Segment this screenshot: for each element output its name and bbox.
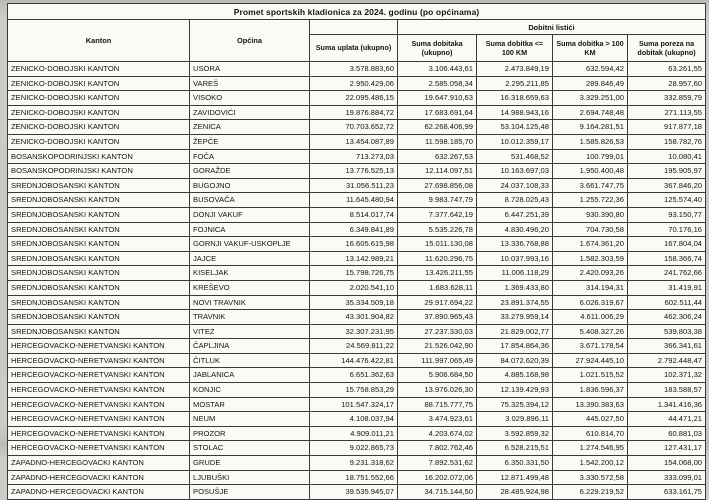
suma-dobitka-preko-100-cell: 1.674.361,20: [553, 237, 628, 252]
suma-dobitka-do-100-cell: 75.325.394,12: [477, 397, 553, 412]
suma-poreza-cell: 241.762,66: [628, 266, 706, 281]
opcina-cell: BUGOJNO: [190, 178, 310, 193]
suma-dobitka-do-100-cell: 16.318.659,63: [477, 91, 553, 106]
suma-dobitka-do-100-cell: 3.592.859,32: [477, 426, 553, 441]
kanton-cell: SREDNJOBOSANSKI KANTON: [8, 193, 190, 208]
table-row: [8, 207, 706, 222]
opcina-cell: GRUDE: [190, 456, 310, 471]
suma-poreza-cell: 28.957,60: [628, 76, 706, 91]
kanton-cell: HERCEGOVACKO-NERETVANSKI KANTON: [8, 412, 190, 427]
suma-poreza-cell: 31.419,91: [628, 280, 706, 295]
opcina-cell: ZAVIDOVIĆI: [190, 105, 310, 120]
suma-uplata-cell: 13.142.989,21: [310, 251, 398, 266]
suma-dobitaka-cell: 4.203.674,02: [398, 426, 477, 441]
table-row: [8, 149, 706, 164]
suma-dobitaka-cell: 29.917.694,22: [398, 295, 477, 310]
suma-dobitka-do-100-cell: 28.485.924,98: [477, 485, 553, 500]
opcina-cell: VAREŠ: [190, 76, 310, 91]
table-row: [8, 310, 706, 325]
suma-dobitaka-cell: 111.997.065,49: [398, 353, 477, 368]
suma-uplata-cell: 9.022.865,73: [310, 441, 398, 456]
suma-dobitka-preko-100-cell: 2.420.093,26: [553, 266, 628, 281]
table-row: [8, 62, 706, 77]
kanton-cell: ZENICKO-DOBOJSKI KANTON: [8, 76, 190, 91]
table-row: [8, 339, 706, 354]
suma-dobitaka-cell: 11.620.296,75: [398, 251, 477, 266]
suma-dobitka-do-100-cell: 13.336.768,88: [477, 237, 553, 252]
table-row: [8, 222, 706, 237]
suma-uplata-cell: 4.909.011,21: [310, 426, 398, 441]
opcina-cell: JABLANICA: [190, 368, 310, 383]
suma-dobitka-preko-100-cell: 1.542.200,12: [553, 456, 628, 471]
suma-dobitka-do-100-cell: 10.037.993,16: [477, 251, 553, 266]
suma-dobitka-do-100-cell: 6.350.331,50: [477, 456, 553, 471]
table-row: [8, 280, 706, 295]
suma-uplata-cell: 15.758.853,29: [310, 383, 398, 398]
suma-uplata-cell: 8.514.017,74: [310, 207, 398, 222]
opcina-cell: NEUM: [190, 412, 310, 427]
col-header-suma-poreza: Suma poreza na dobitak (ukupno): [628, 35, 706, 62]
suma-uplata-cell: 31.056.511,23: [310, 178, 398, 193]
kanton-cell: SREDNJOBOSANSKI KANTON: [8, 222, 190, 237]
suma-dobitka-preko-100-cell: 1.585.826,53: [553, 134, 628, 149]
title-row: [8, 4, 706, 20]
kanton-cell: ZENICKO-DOBOJSKI KANTON: [8, 105, 190, 120]
suma-dobitka-preko-100-cell: 3.661.747,75: [553, 178, 628, 193]
opcina-cell: USORA: [190, 62, 310, 77]
suma-poreza-cell: 195.905,97: [628, 164, 706, 179]
suma-dobitka-do-100-cell: 53.104.125,48: [477, 120, 553, 135]
suma-dobitka-do-100-cell: 4.885.168,98: [477, 368, 553, 383]
suma-dobitka-do-100-cell: 2.473.849,19: [477, 62, 553, 77]
suma-uplata-cell: 9.231.318,62: [310, 456, 398, 471]
opcina-cell: TRAVNIK: [190, 310, 310, 325]
table-row: [8, 426, 706, 441]
suma-dobitka-do-100-cell: 8.728.025,43: [477, 193, 553, 208]
suma-dobitka-preko-100-cell: 632.594,42: [553, 62, 628, 77]
suma-poreza-cell: 167.804,04: [628, 237, 706, 252]
suma-dobitka-preko-100-cell: 289.846,49: [553, 76, 628, 91]
suma-poreza-cell: 93.150,77: [628, 207, 706, 222]
suma-uplata-cell: 70.703.652,72: [310, 120, 398, 135]
suma-uplata-cell: 39.535.945,07: [310, 485, 398, 500]
suma-uplata-cell: 6.651.362,63: [310, 368, 398, 383]
suma-poreza-cell: 158.366,74: [628, 251, 706, 266]
suma-dobitka-preko-100-cell: 9.164.281,51: [553, 120, 628, 135]
suma-poreza-cell: 10.080,41: [628, 149, 706, 164]
suma-dobitaka-cell: 7.377.642,19: [398, 207, 477, 222]
suma-dobitka-do-100-cell: 23.891.374,55: [477, 295, 553, 310]
suma-dobitka-do-100-cell: 17.854.864,36: [477, 339, 553, 354]
suma-dobitaka-cell: 15.011.130,08: [398, 237, 477, 252]
scanned-report-page: [7, 3, 705, 500]
suma-poreza-cell: 271.113,55: [628, 105, 706, 120]
suma-uplata-cell: 4.108.037,94: [310, 412, 398, 427]
suma-dobitka-preko-100-cell: 1.274.546,95: [553, 441, 628, 456]
col-header-suma-dobitka-preko-100: Suma dobitka > 100 KM: [553, 35, 628, 62]
suma-dobitka-do-100-cell: 12.139.429,93: [477, 383, 553, 398]
suma-dobitka-preko-100-cell: 704.730,58: [553, 222, 628, 237]
suma-dobitaka-cell: 21.526.042,90: [398, 339, 477, 354]
table-row: [8, 383, 706, 398]
kanton-cell: HERCEGOVACKO-NERETVANSKI KANTON: [8, 339, 190, 354]
kanton-cell: SREDNJOBOSANSKI KANTON: [8, 178, 190, 193]
table-header: [8, 4, 706, 62]
kanton-cell: SREDNJOBOSANSKI KANTON: [8, 237, 190, 252]
suma-dobitaka-cell: 2.585.058,34: [398, 76, 477, 91]
suma-dobitaka-cell: 3.106.443,61: [398, 62, 477, 77]
kanton-cell: SREDNJOBOSANSKI KANTON: [8, 251, 190, 266]
suma-dobitka-preko-100-cell: 1.021.515,52: [553, 368, 628, 383]
suma-dobitka-do-100-cell: 33.279.959,14: [477, 310, 553, 325]
suma-dobitaka-cell: 88.715.777,75: [398, 397, 477, 412]
suma-dobitka-do-100-cell: 10.012.359,17: [477, 134, 553, 149]
suma-poreza-cell: 332.859,79: [628, 91, 706, 106]
table-row: [8, 164, 706, 179]
suma-dobitaka-cell: 13.426.211,55: [398, 266, 477, 281]
suma-dobitaka-cell: 27.698.856,08: [398, 178, 477, 193]
empty-header-cell: [310, 20, 398, 35]
suma-poreza-cell: 917.877,18: [628, 120, 706, 135]
suma-dobitka-do-100-cell: 2.295.211,85: [477, 76, 553, 91]
table-row: [8, 193, 706, 208]
kanton-cell: HERCEGOVACKO-NERETVANSKI KANTON: [8, 368, 190, 383]
suma-poreza-cell: 158.782,76: [628, 134, 706, 149]
suma-dobitka-preko-100-cell: 2.694.748,48: [553, 105, 628, 120]
suma-dobitaka-cell: 11.598.185,70: [398, 134, 477, 149]
suma-dobitka-preko-100-cell: 930.390,80: [553, 207, 628, 222]
opcina-cell: BUSOVAČA: [190, 193, 310, 208]
table-row: [8, 324, 706, 339]
opcina-cell: STOLAC: [190, 441, 310, 456]
promet-kladionica-table: [7, 3, 706, 500]
kanton-cell: SREDNJOBOSANSKI KANTON: [8, 266, 190, 281]
suma-dobitka-preko-100-cell: 1.836.596,37: [553, 383, 628, 398]
suma-dobitaka-cell: 12.114.097,51: [398, 164, 477, 179]
suma-dobitaka-cell: 632.267,53: [398, 149, 477, 164]
opcina-cell: FOJNICA: [190, 222, 310, 237]
suma-uplata-cell: 43.301.904,82: [310, 310, 398, 325]
suma-poreza-cell: 60.881,03: [628, 426, 706, 441]
suma-uplata-cell: 35.334.509,18: [310, 295, 398, 310]
table-row: [8, 353, 706, 368]
suma-dobitka-preko-100-cell: 610.814,70: [553, 426, 628, 441]
opcina-cell: DONJI VAKUF: [190, 207, 310, 222]
kanton-cell: HERCEGOVACKO-NERETVANSKI KANTON: [8, 353, 190, 368]
suma-dobitaka-cell: 7.802.762,46: [398, 441, 477, 456]
opcina-cell: GORNJI VAKUF-USKOPLJE: [190, 237, 310, 252]
suma-dobitaka-cell: 13.976.026,30: [398, 383, 477, 398]
suma-uplata-cell: 19.876.884,72: [310, 105, 398, 120]
col-header-kanton: Kanton: [8, 20, 190, 62]
table-body: [8, 62, 706, 500]
suma-uplata-cell: 18.751.552,66: [310, 470, 398, 485]
table-row: [8, 91, 706, 106]
suma-uplata-cell: 13.454.087,89: [310, 134, 398, 149]
suma-dobitaka-cell: 17.683.691,64: [398, 105, 477, 120]
suma-poreza-cell: 1.341.416,36: [628, 397, 706, 412]
suma-dobitaka-cell: 27.237.330,03: [398, 324, 477, 339]
table-row: [8, 134, 706, 149]
suma-dobitka-preko-100-cell: 27.924.445,10: [553, 353, 628, 368]
suma-poreza-cell: 125.574,40: [628, 193, 706, 208]
opcina-cell: LJUBUŠKI: [190, 470, 310, 485]
suma-poreza-cell: 183.588,57: [628, 383, 706, 398]
kanton-cell: ZAPADNO-HERCEGOVACKI KANTON: [8, 485, 190, 500]
suma-uplata-cell: 713.273,03: [310, 149, 398, 164]
suma-dobitka-preko-100-cell: 6.229.219,52: [553, 485, 628, 500]
kanton-cell: SREDNJOBOSANSKI KANTON: [8, 280, 190, 295]
suma-dobitka-do-100-cell: 14.988.943,16: [477, 105, 553, 120]
suma-dobitka-do-100-cell: 4.830.496,20: [477, 222, 553, 237]
suma-dobitka-preko-100-cell: 1.255.722,36: [553, 193, 628, 208]
opcina-cell: ŽEPČE: [190, 134, 310, 149]
suma-dobitka-do-100-cell: 6.447.251,39: [477, 207, 553, 222]
suma-poreza-cell: 2.792.448,47: [628, 353, 706, 368]
opcina-cell: KREŠEVO: [190, 280, 310, 295]
suma-uplata-cell: 6.349.841,89: [310, 222, 398, 237]
kanton-cell: HERCEGOVACKO-NERETVANSKI KANTON: [8, 441, 190, 456]
suma-uplata-cell: 32.307.231,95: [310, 324, 398, 339]
table-row: [8, 295, 706, 310]
suma-dobitka-preko-100-cell: 13.390.383,63: [553, 397, 628, 412]
suma-uplata-cell: 13.776.525,13: [310, 164, 398, 179]
table-row: [8, 470, 706, 485]
suma-dobitaka-cell: 16.202.072,06: [398, 470, 477, 485]
kanton-cell: SREDNJOBOSANSKI KANTON: [8, 295, 190, 310]
suma-uplata-cell: 2.950.429,06: [310, 76, 398, 91]
suma-dobitka-do-100-cell: 12.871.499,48: [477, 470, 553, 485]
suma-dobitka-preko-100-cell: 3.671.178,54: [553, 339, 628, 354]
kanton-cell: HERCEGOVACKO-NERETVANSKI KANTON: [8, 383, 190, 398]
table-row: [8, 456, 706, 471]
suma-poreza-cell: 44.471,21: [628, 412, 706, 427]
table-row: [8, 412, 706, 427]
suma-uplata-cell: 144.476.422,81: [310, 353, 398, 368]
suma-dobitaka-cell: 3.474.923,61: [398, 412, 477, 427]
table-row: [8, 397, 706, 412]
suma-dobitaka-cell: 34.715.144,50: [398, 485, 477, 500]
table-row: [8, 105, 706, 120]
table-row: [8, 368, 706, 383]
suma-dobitaka-cell: 1.683.628,11: [398, 280, 477, 295]
suma-dobitka-preko-100-cell: 5.408.327,26: [553, 324, 628, 339]
suma-dobitka-do-100-cell: 24.037.108,33: [477, 178, 553, 193]
table-row: [8, 266, 706, 281]
opcina-cell: GORAŽDE: [190, 164, 310, 179]
kanton-cell: HERCEGOVACKO-NERETVANSKI KANTON: [8, 426, 190, 441]
table-row: [8, 178, 706, 193]
table-row: [8, 237, 706, 252]
suma-poreza-cell: 633.161,75: [628, 485, 706, 500]
table-row: [8, 120, 706, 135]
table-row: [8, 485, 706, 500]
suma-dobitka-preko-100-cell: 4.611.006,29: [553, 310, 628, 325]
opcina-cell: FOČA: [190, 149, 310, 164]
opcina-cell: PROZOR: [190, 426, 310, 441]
suma-dobitka-do-100-cell: 10.163.697,03: [477, 164, 553, 179]
col-header-suma-dobitaka: Suma dobitaka (ukupno): [398, 35, 477, 62]
opcina-cell: MOSTAR: [190, 397, 310, 412]
suma-dobitka-do-100-cell: 6.528.215,51: [477, 441, 553, 456]
kanton-cell: HERCEGOVACKO-NERETVANSKI KANTON: [8, 397, 190, 412]
opcina-cell: ZENICA: [190, 120, 310, 135]
suma-dobitka-do-100-cell: 3.029.896,11: [477, 412, 553, 427]
suma-dobitaka-cell: 5.535.226,78: [398, 222, 477, 237]
opcina-cell: VITEZ: [190, 324, 310, 339]
suma-dobitka-preko-100-cell: 100.799,01: [553, 149, 628, 164]
suma-dobitaka-cell: 5.906.684,50: [398, 368, 477, 383]
table-row: [8, 251, 706, 266]
suma-dobitka-preko-100-cell: 3.330.572,58: [553, 470, 628, 485]
report-title: Promet sportskih kladionica za 2024. godinu (po općinama): [8, 4, 706, 20]
kanton-cell: BOSANSKOPODRINJSKI KANTON: [8, 149, 190, 164]
suma-dobitaka-cell: 37.890.965,43: [398, 310, 477, 325]
kanton-cell: SREDNJOBOSANSKI KANTON: [8, 207, 190, 222]
opcina-cell: ČITLUK: [190, 353, 310, 368]
suma-poreza-cell: 602.511,44: [628, 295, 706, 310]
kanton-cell: ZAPADNO-HERCEGOVACKI KANTON: [8, 456, 190, 471]
suma-poreza-cell: 154.068,00: [628, 456, 706, 471]
opcina-cell: ČAPLJINA: [190, 339, 310, 354]
table-row: [8, 76, 706, 91]
col-header-opcina: Općina: [190, 20, 310, 62]
opcina-cell: KISELJAK: [190, 266, 310, 281]
suma-dobitaka-cell: 62.268.406,99: [398, 120, 477, 135]
suma-dobitka-preko-100-cell: 1.582.303,59: [553, 251, 628, 266]
suma-poreza-cell: 70.176,16: [628, 222, 706, 237]
kanton-cell: ZENICKO-DOBOJSKI KANTON: [8, 134, 190, 149]
suma-poreza-cell: 367.846,20: [628, 178, 706, 193]
group-header-row: [8, 20, 706, 35]
suma-dobitka-preko-100-cell: 6.026.319,67: [553, 295, 628, 310]
suma-dobitaka-cell: 9.983.747,79: [398, 193, 477, 208]
suma-uplata-cell: 22.095.486,15: [310, 91, 398, 106]
suma-poreza-cell: 366.341,61: [628, 339, 706, 354]
suma-poreza-cell: 127.431,17: [628, 441, 706, 456]
suma-poreza-cell: 333.099,01: [628, 470, 706, 485]
col-header-suma-uplata: Suma uplata (ukupno): [310, 35, 398, 62]
opcina-cell: NOVI TRAVNIK: [190, 295, 310, 310]
kanton-cell: ZENICKO-DOBOJSKI KANTON: [8, 62, 190, 77]
suma-dobitka-do-100-cell: 1.369.433,80: [477, 280, 553, 295]
suma-poreza-cell: 102.371,32: [628, 368, 706, 383]
suma-uplata-cell: 24.569.811,22: [310, 339, 398, 354]
kanton-cell: BOSANSKOPODRINJSKI KANTON: [8, 164, 190, 179]
table-row: [8, 441, 706, 456]
suma-dobitaka-cell: 19.647.910,63: [398, 91, 477, 106]
suma-dobitka-do-100-cell: 21.829.002,77: [477, 324, 553, 339]
suma-uplata-cell: 3.578.883,60: [310, 62, 398, 77]
suma-uplata-cell: 16.605.615,98: [310, 237, 398, 252]
suma-uplata-cell: 101.547.324,17: [310, 397, 398, 412]
col-header-suma-dobitka-do-100: Suma dobitka <= 100 KM: [477, 35, 553, 62]
suma-dobitka-preko-100-cell: 445.027,50: [553, 412, 628, 427]
kanton-cell: SREDNJOBOSANSKI KANTON: [8, 310, 190, 325]
suma-dobitka-do-100-cell: 84.072.620,39: [477, 353, 553, 368]
group-header-dobitni-listici: Dobitni listići: [398, 20, 706, 35]
suma-poreza-cell: 63.261,55: [628, 62, 706, 77]
kanton-cell: ZENICKO-DOBOJSKI KANTON: [8, 91, 190, 106]
suma-dobitka-do-100-cell: 531.468,52: [477, 149, 553, 164]
suma-poreza-cell: 539.803,38: [628, 324, 706, 339]
suma-uplata-cell: 2.020.541,10: [310, 280, 398, 295]
opcina-cell: VISOKO: [190, 91, 310, 106]
kanton-cell: SREDNJOBOSANSKI KANTON: [8, 324, 190, 339]
kanton-cell: ZAPADNO-HERCEGOVACKI KANTON: [8, 470, 190, 485]
suma-uplata-cell: 11.645.480,94: [310, 193, 398, 208]
kanton-cell: ZENICKO-DOBOJSKI KANTON: [8, 120, 190, 135]
suma-dobitaka-cell: 7.892.531,62: [398, 456, 477, 471]
opcina-cell: KONJIC: [190, 383, 310, 398]
suma-dobitka-preko-100-cell: 314.194,31: [553, 280, 628, 295]
suma-uplata-cell: 15.798.726,75: [310, 266, 398, 281]
opcina-cell: POSUŠJE: [190, 485, 310, 500]
opcina-cell: JAJCE: [190, 251, 310, 266]
suma-dobitka-preko-100-cell: 3.329.251,00: [553, 91, 628, 106]
suma-poreza-cell: 462.306,24: [628, 310, 706, 325]
suma-dobitka-preko-100-cell: 1.950.400,48: [553, 164, 628, 179]
suma-dobitka-do-100-cell: 11.006.118,29: [477, 266, 553, 281]
